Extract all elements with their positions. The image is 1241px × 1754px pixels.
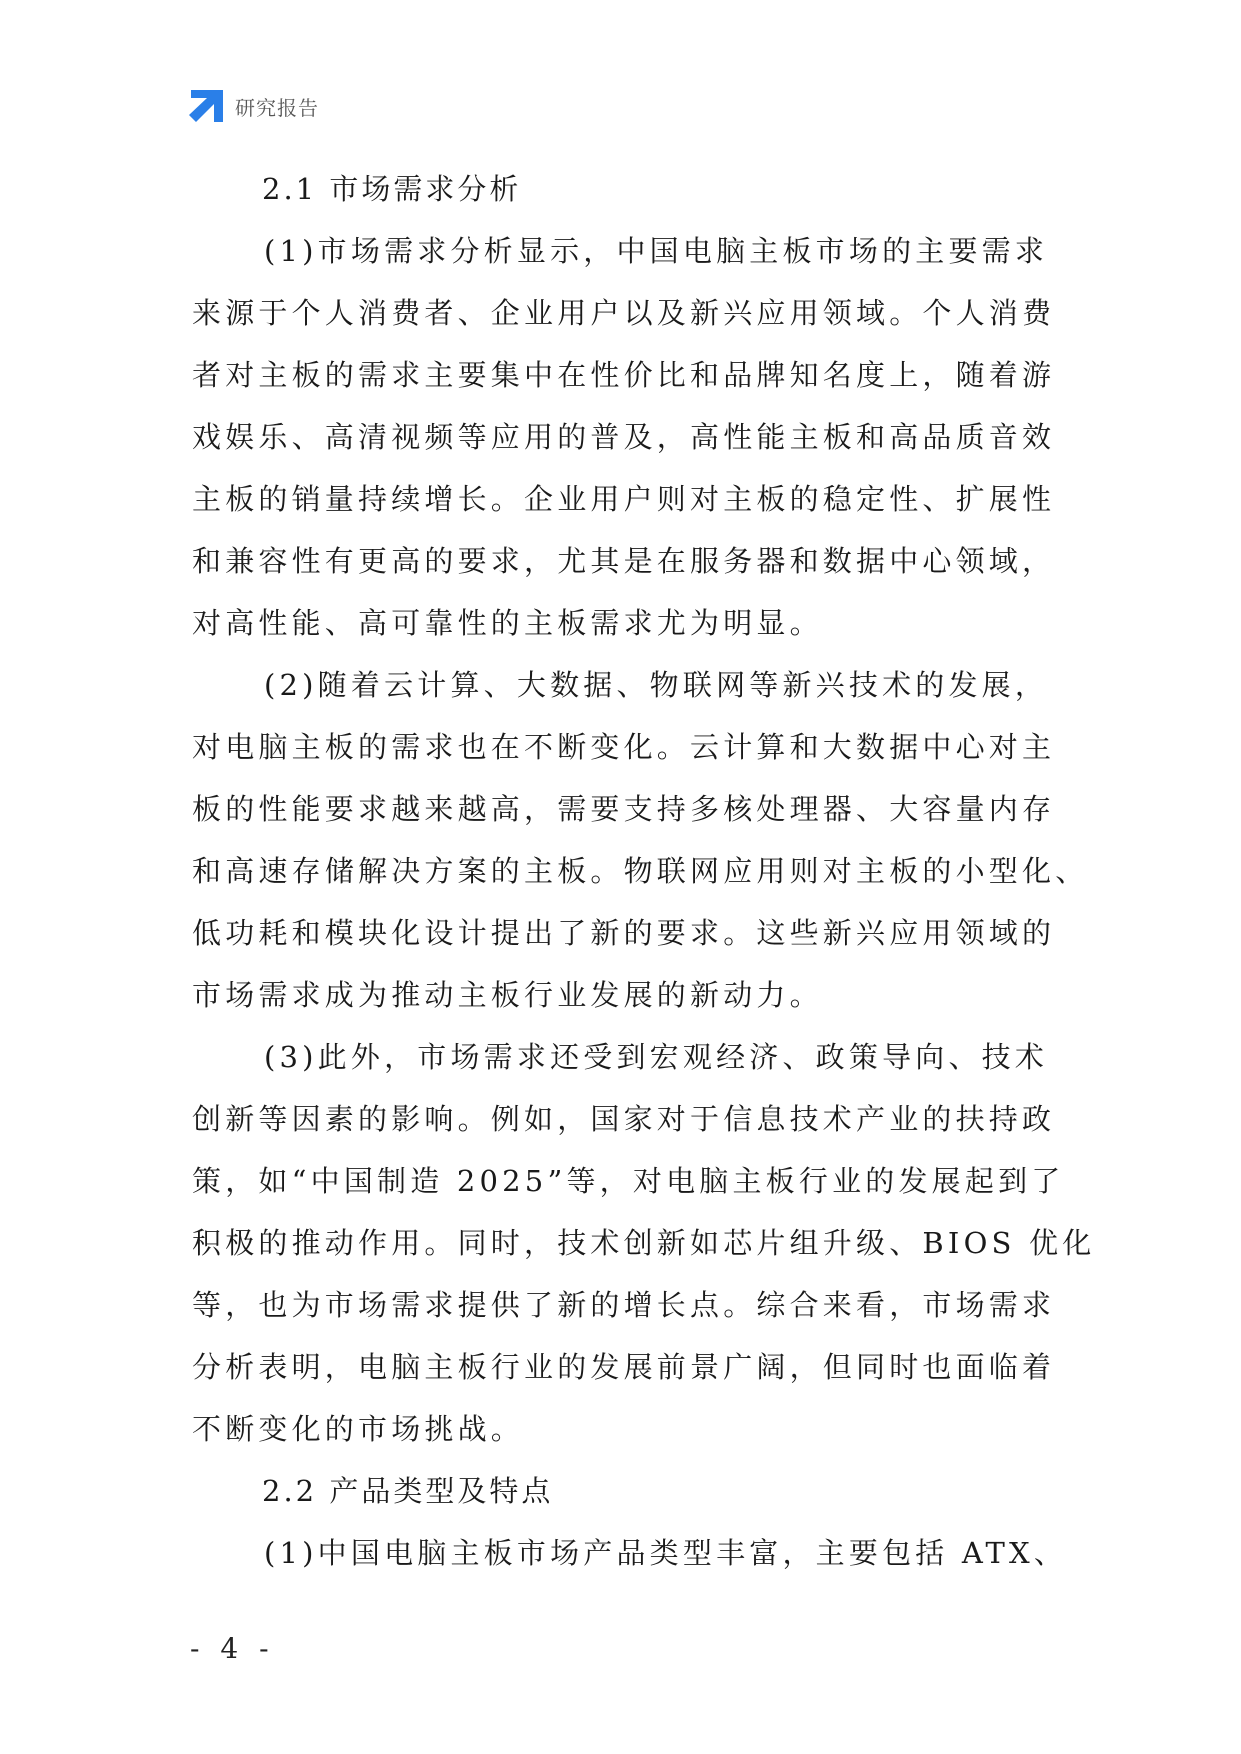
page-number: - 4 -: [190, 1632, 275, 1665]
paragraph-line: 对高性能、高可靠性的主板需求尤为明显。: [192, 606, 823, 640]
paragraph-line: 和兼容性有更高的要求，尤其是在服务器和数据中心领域，: [192, 544, 1056, 578]
paragraph-line: (3)此外，市场需求还受到宏观经济、政策导向、技术: [264, 1040, 1049, 1074]
arrow-up-right-icon: [189, 90, 223, 122]
paragraph-line: (1)市场需求分析显示，中国电脑主板市场的主要需求: [264, 234, 1049, 268]
document-body: [192, 158, 1096, 1584]
paragraph-line: 戏娱乐、高清视频等应用的普及，高性能主板和高品质音效: [192, 420, 1056, 454]
paragraph-line: 策，如“中国制造 2025”等，对电脑主板行业的发展起到了: [192, 1164, 1065, 1198]
paragraph-line: 市场需求成为推动主板行业发展的新动力。: [192, 978, 823, 1012]
paragraph-line: 低功耗和模块化设计提出了新的要求。这些新兴应用领域的: [192, 916, 1056, 950]
paragraph-line: 板的性能要求越来越高，需要支持多核处理器、大容量内存: [192, 792, 1056, 826]
paragraph-line: 分析表明，电脑主板行业的发展前景广阔，但同时也面临着: [192, 1350, 1056, 1384]
paragraph-line: 创新等因素的影响。例如，国家对于信息技术产业的扶持政: [192, 1102, 1056, 1136]
section-heading-2-1: 2.1 市场需求分析: [262, 172, 522, 206]
paragraph-line: 等，也为市场需求提供了新的增长点。综合来看，市场需求: [192, 1288, 1056, 1322]
section-heading-2-2: 2.2 产品类型及特点: [262, 1474, 554, 1508]
paragraph-line: 和高速存储解决方案的主板。物联网应用则对主板的小型化、: [192, 854, 1089, 888]
paragraph-line: 主板的销量持续增长。企业用户则对主板的稳定性、扩展性: [192, 482, 1056, 516]
paragraph-line: 来源于个人消费者、企业用户以及新兴应用领域。个人消费: [192, 296, 1056, 330]
paragraph-line: 不断变化的市场挑战。: [192, 1412, 525, 1446]
paragraph-line: 积极的推动作用。同时，技术创新如芯片组升级、BIOS 优化: [192, 1226, 1096, 1260]
paragraph-line: (1)中国电脑主板市场产品类型丰富，主要包括 ATX、: [264, 1536, 1068, 1570]
header-title: 研究报告: [235, 95, 319, 120]
paragraph-line: 者对主板的需求主要集中在性价比和品牌知名度上，随着游: [192, 358, 1056, 392]
paragraph-line: (2)随着云计算、大数据、物联网等新兴技术的发展，: [264, 668, 1049, 702]
paragraph-line: 对电脑主板的需求也在不断变化。云计算和大数据中心对主: [192, 730, 1056, 764]
report-header: [189, 90, 319, 122]
